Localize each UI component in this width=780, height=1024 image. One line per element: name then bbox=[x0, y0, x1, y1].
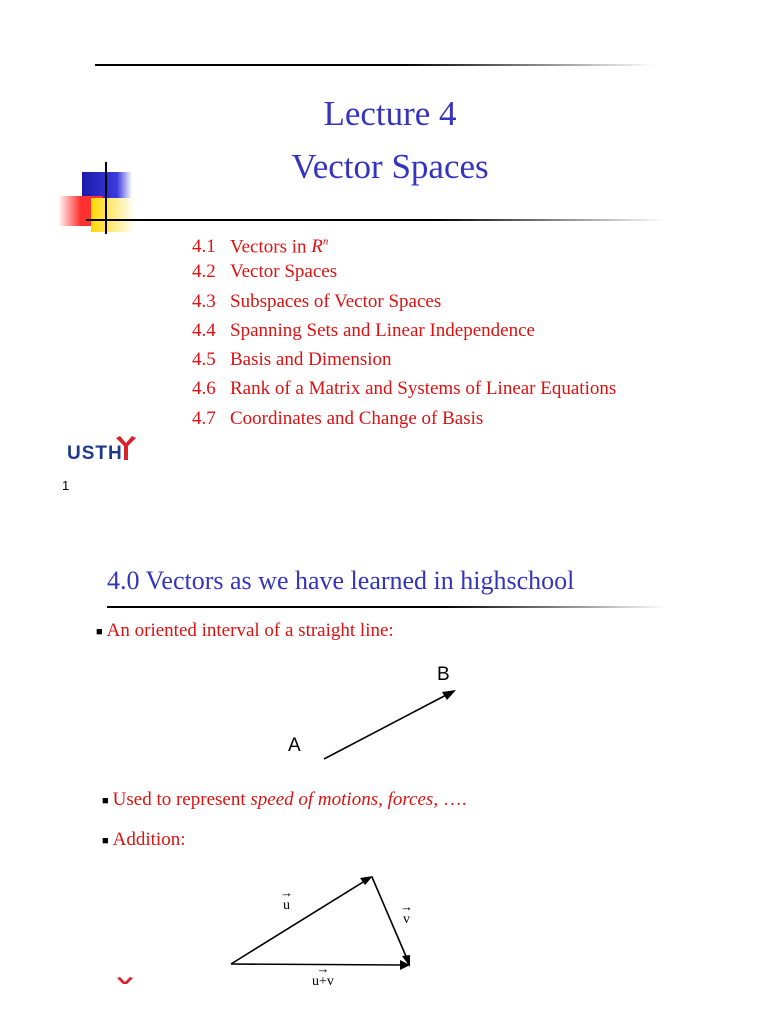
usth-logo-mark-icon bbox=[116, 976, 134, 988]
toc-item-4-6: 4.6 Rank of a Matrix and Systems of Linear Equations bbox=[192, 378, 617, 400]
title-rule bbox=[86, 219, 666, 221]
toc-item-4-7: 4.7 Coordinates and Change of Basis bbox=[192, 407, 484, 429]
bullet-square-icon: ■ bbox=[96, 625, 103, 638]
page-number: 1 bbox=[62, 478, 70, 493]
vector-v-label: → v bbox=[400, 899, 413, 927]
usth-logo-mark-icon bbox=[114, 434, 136, 462]
top-rule bbox=[95, 64, 655, 66]
point-b-label: B bbox=[437, 664, 450, 685]
bullet-square-icon: ■ bbox=[102, 794, 109, 807]
slide-1 bbox=[0, 0, 768, 510]
vector-ab-diagram bbox=[300, 660, 480, 770]
toc-item-4-4: 4.4 Spanning Sets and Linear Independence bbox=[192, 319, 535, 341]
vector-u-plus-v-label: → u+v bbox=[312, 961, 334, 989]
slide-2 bbox=[0, 510, 768, 1024]
toc-item-4-2: 4.2 Vector Spaces bbox=[192, 261, 338, 283]
usth-logo: USTH bbox=[67, 443, 123, 464]
slide-2-title: 4.0 Vectors as we have learned in highschool bbox=[107, 566, 575, 595]
bullet-used-to-represent: ■ Used to represent speed of motions, forces, …. bbox=[102, 789, 467, 810]
lecture-title: Lecture 4 bbox=[323, 94, 457, 133]
table-of-contents bbox=[192, 228, 616, 433]
bullet-oriented-interval: ■ An oriented interval of a straight line: bbox=[96, 620, 394, 641]
lecture-subtitle: Vector Spaces bbox=[291, 147, 489, 186]
bullet-addition: ■ Addition: bbox=[102, 829, 186, 850]
vector-u-label: → u bbox=[280, 885, 293, 913]
toc-item-4-5: 4.5 Basis and Dimension bbox=[192, 349, 392, 371]
bullet-square-icon: ■ bbox=[102, 834, 109, 847]
toc-item-4-3: 4.3 Subspaces of Vector Spaces bbox=[192, 290, 442, 312]
point-a-label: A bbox=[288, 735, 301, 756]
toc-item-4-1: 4.1 Vectors in $R^n$ bbox=[192, 236, 329, 258]
slide-2-rule bbox=[107, 606, 667, 608]
